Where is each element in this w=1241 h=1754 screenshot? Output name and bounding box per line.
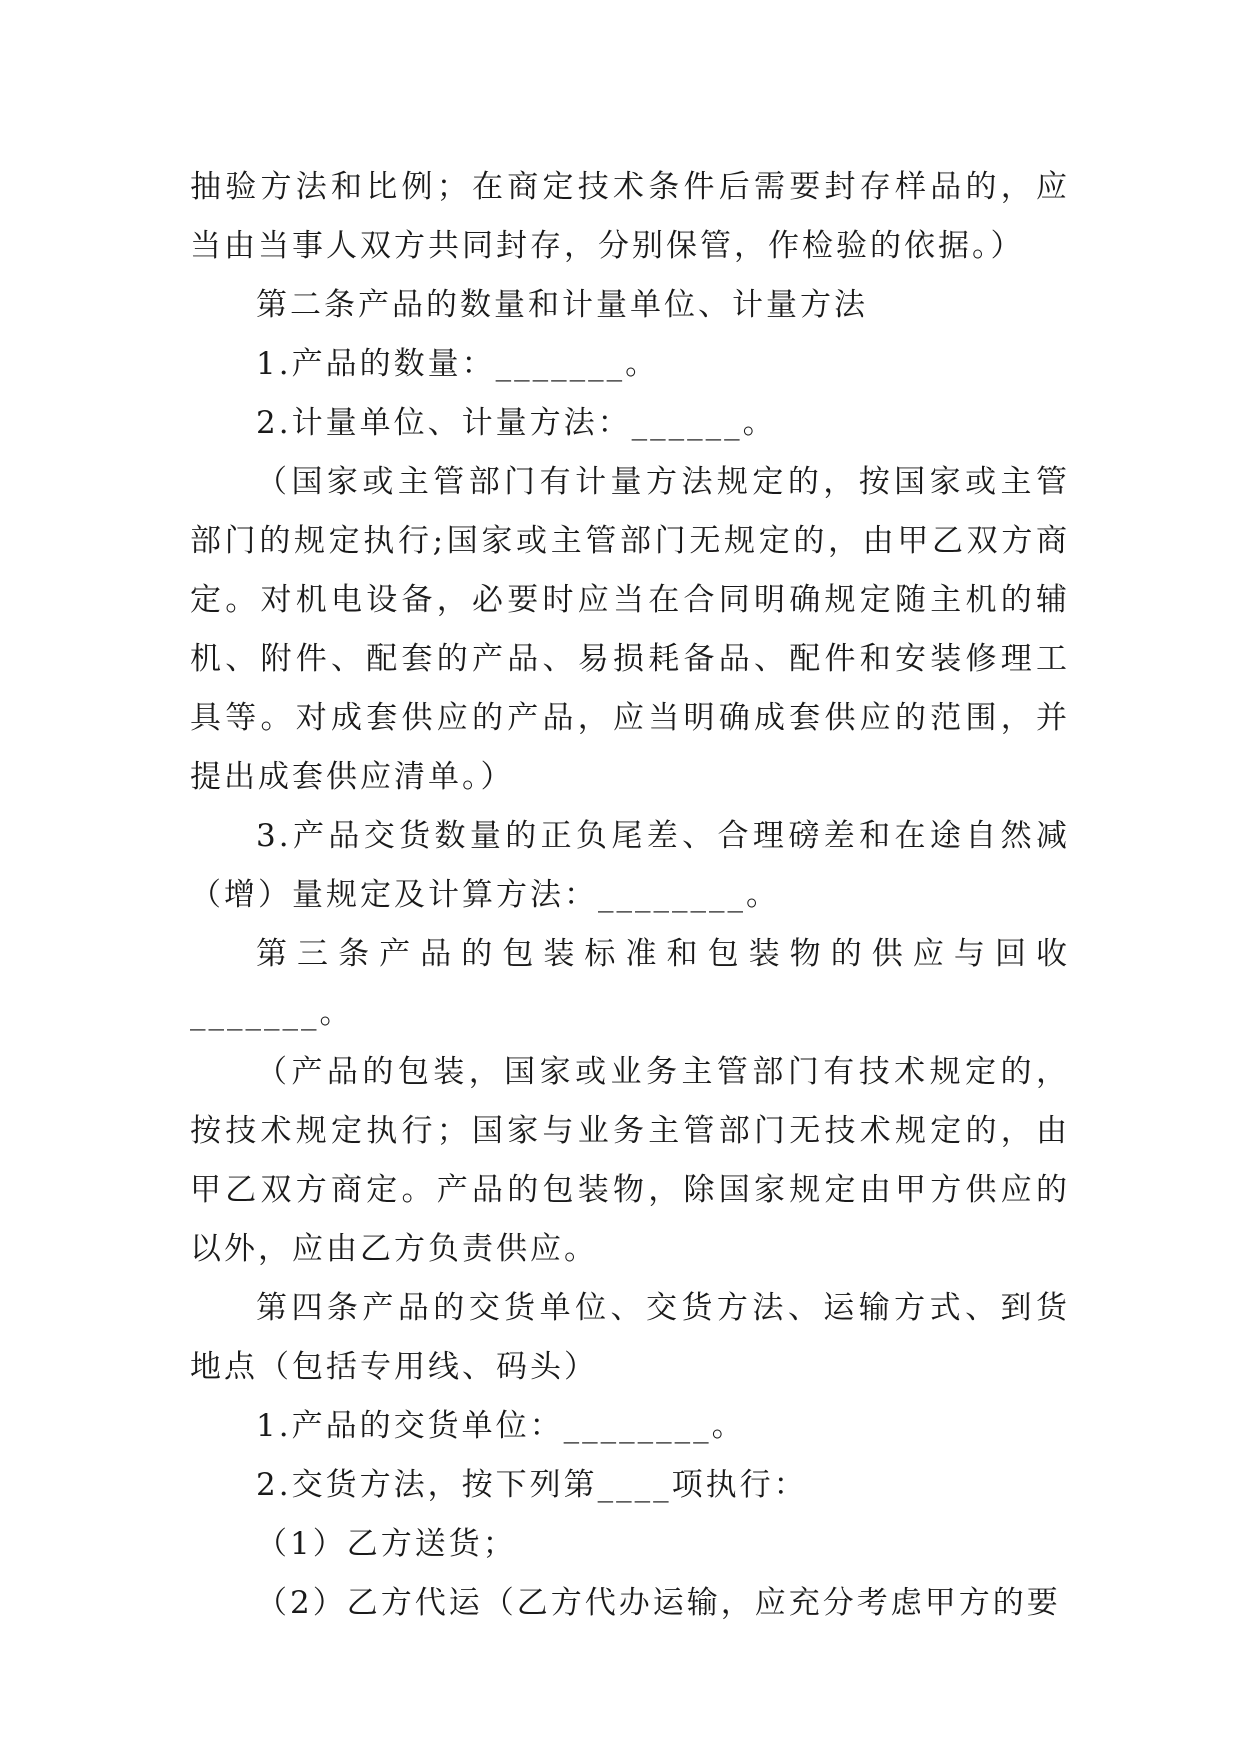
article-2-heading: 第二条产品的数量和计量单位、计量方法 [256, 287, 868, 323]
option-seller-shipping: （2）乙方代运（乙方代办运输，应充分考虑甲方的要 [256, 1585, 1061, 1621]
article-3-heading: 第三条产品的包装标准和包装物的供应与回收_______。 [190, 936, 1070, 1031]
clause-delivery-unit: 1.产品的交货单位：________。 [256, 1408, 746, 1444]
article-4-heading: 第四条产品的交货单位、交货方法、运输方式、到货地点（包括专用线、码头） [190, 1290, 1070, 1385]
note-measurement-rules: （国家或主管部门有计量方法规定的，按国家或主管部门的规定执行;国家或主管部门无规定的，由甲乙双方商定。对机电设备，必要时应当在合同明确规定随主机的辅机、附件、配套的产品、易损耗备品、配件和安装修理工具等。对成套供应的产品，应当明确成套供应的范围，并提出成套供应清单。） [190, 464, 1070, 795]
paragraph-inspection-method: 抽验方法和比例；在商定技术条件后需要封存样品的，应当由当事人双方共同封存，分别保管，作检验的依据。） [190, 169, 1070, 264]
clause-delivery-method: 2.交货方法，按下列第____项执行： [256, 1467, 808, 1503]
note-packaging-rules: （产品的包装，国家或业务主管部门有技术规定的，按技术规定执行；国家与业务主管部门无技术规定的，由甲乙双方商定。产品的包装物，除国家规定由甲方供应的以外，应由乙方负责供应。 [190, 1054, 1070, 1267]
contract-body [190, 158, 1070, 1633]
clause-product-quantity: 1.产品的数量：_______。 [256, 346, 660, 382]
clause-delivery-tolerance: 3.产品交货数量的正负尾差、合理磅差和在途自然减（增）量规定及计算方法：________。 [190, 818, 1070, 913]
option-seller-delivery: （1）乙方送货； [256, 1526, 517, 1562]
clause-measurement-unit: 2.计量单位、计量方法：______。 [256, 405, 777, 441]
